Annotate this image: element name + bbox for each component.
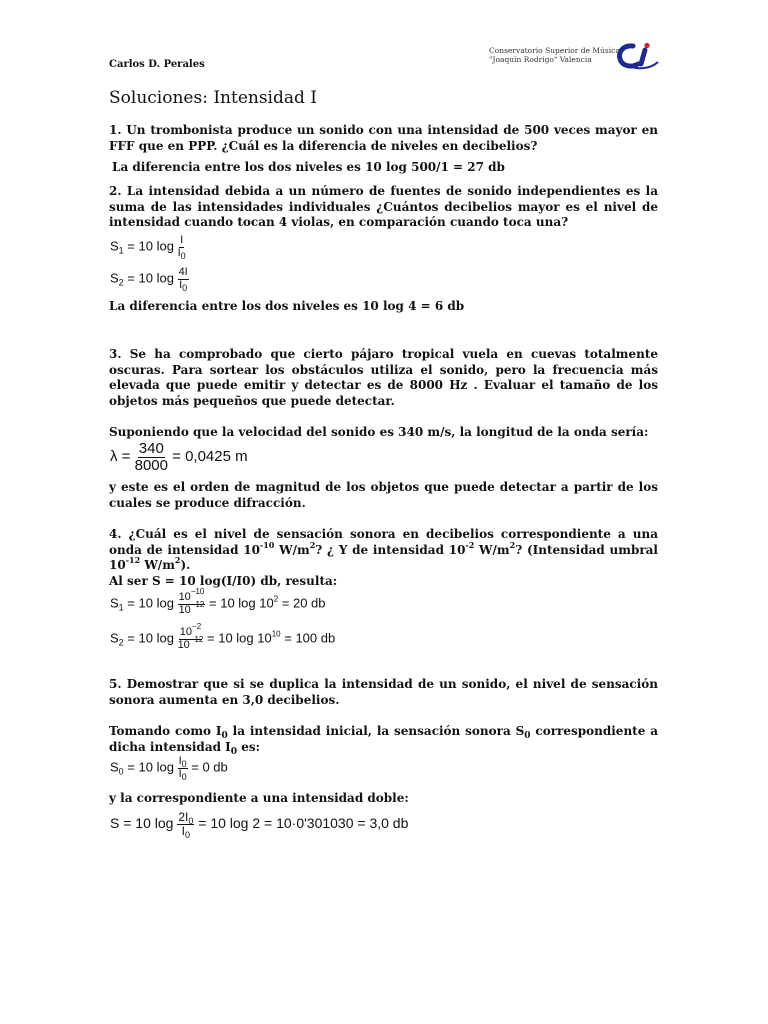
institution-line-1: Conservatorio Superior de Música (489, 46, 620, 55)
answer-3: y este es el orden de magnitud de los objetos que puede detectar a partir de los cuales se produce difracción. (109, 480, 658, 510)
equation-q4-s1: $S_1 = 10$ log $\frac{10^{-10}}{10^{-12}}$ = 10 $\log 10^2 = 20$ db (110, 587, 326, 616)
eq-fraction: $\frac{I_0}{I_0}$ (178, 755, 187, 782)
eq-numerator: 4I (178, 266, 188, 278)
question-2: 2. La intensidad debida a un número de fuentes de sonido independientes es la suma de las intensidades individuales ¿Cuántos decibelios mayor es el nivel de intensidad cuando tocan 4 violas, en comparación cuando toca una? (109, 184, 658, 229)
eq-lhs: S (110, 238, 119, 254)
question-1: 1. Un trombonista produce un sonido con una intensidad de 500 veces mayor en FFF que en PPP. ¿Cuál es la diferencia de niveles en decibelios? (109, 123, 658, 153)
q4-intro: Al ser S = 10 log(I/I0) db, resulta: (109, 574, 338, 588)
eq-fraction (178, 235, 186, 259)
eq-rhs: = 0,0425 m (172, 448, 248, 466)
eq-mid: = 10 log (123, 238, 174, 254)
q5-intro: Tomando como $I_0$ la intensidad inicial, la sensación sonora $S_0$ correspondiente a dicha intensidad $I_0$ es: (109, 724, 658, 757)
equation-s1 (110, 235, 186, 259)
author-name: Carlos D. Perales (109, 59, 205, 70)
eq-lhs: λ = (110, 448, 135, 466)
eq-numerator: I (180, 234, 184, 246)
question-4: 4. ¿Cuál es el nivel de sensación sonora en decibelios correspondiente a una onda de intensidad $10^{-10}$ $W/m^2$? ¿ Y de intensidad $10^{-2}$ $W/m^2$? (Intensidad umbral $10^{-12}$ $W/m^2$). (109, 527, 658, 572)
eq-denominator: 8000 (134, 456, 168, 474)
question-3: 3. Se ha comprobado que cierto pájaro tropical vuela en cuevas totalmente oscuras. Para sortear los obstáculos utiliza el sonido, pero la frecuencia más elevada que puede emitir y detectar es de 8000 Hz . Evaluar el tamaño de los objetos más pequeños que puede detectar. (109, 347, 658, 408)
answer-2: La diferencia entre los dos niveles es 10 log 4 = 6 db (109, 299, 465, 313)
institution-name (489, 46, 620, 64)
conservatory-logo (617, 42, 659, 70)
equation-q4-s2: $S_2 = 10$ log $\frac{10^{-2}}{10^{-12}}$ = 10 $\log 10^{10} = 100$ db (110, 622, 336, 651)
eq-fraction: $\frac{2I_0}{I_0}$ (178, 810, 194, 840)
equation-q5-double: S = 10 log $\frac{2I_0}{I_0}$ = 10 log 2 = 10·0'301030 = 3,0 db (110, 810, 409, 840)
q3-intro: Suponiendo que la velocidad del sonido es 340 m/s, la longitud de la onda sería: (109, 425, 649, 439)
equation-s2 (110, 267, 189, 291)
eq-mid: = 10 log (123, 270, 174, 286)
eq-denominator: $I_0$ (177, 246, 186, 261)
eq-fraction (135, 441, 168, 474)
equation-q5-s0: $S_0 = 10$ log $\frac{I_0}{I_0}$ = 0 db (110, 755, 228, 782)
equation-lambda (110, 441, 248, 474)
page-title: Soluciones: Intensidad I (109, 88, 318, 108)
q5-middle: y la correspondiente a una intensidad doble: (109, 791, 409, 805)
institution-line-2: "Joaquín Rodrigo" Valencia (489, 55, 592, 64)
answer-1: La diferencia entre los dos niveles es 10 log 500/1 = 27 db (112, 160, 505, 174)
eq-numerator: 340 (138, 440, 164, 457)
eq-sub: 2 (118, 277, 124, 288)
eq-lhs: S (110, 270, 119, 286)
eq-fraction (178, 267, 189, 291)
eq-fraction: $\frac{10^{-2}}{10^{-12}}$ (177, 622, 204, 651)
eq-denominator: $I_0$ (179, 278, 188, 293)
question-5: 5. Demostrar que si se duplica la intensidad de un sonido, el nivel de sensación sonora aumenta en 3,0 decibelios. (109, 677, 658, 707)
eq-sub: 1 (118, 245, 124, 256)
eq-fraction: $\frac{10^{-10}}{10^{-12}}$ (178, 587, 205, 616)
